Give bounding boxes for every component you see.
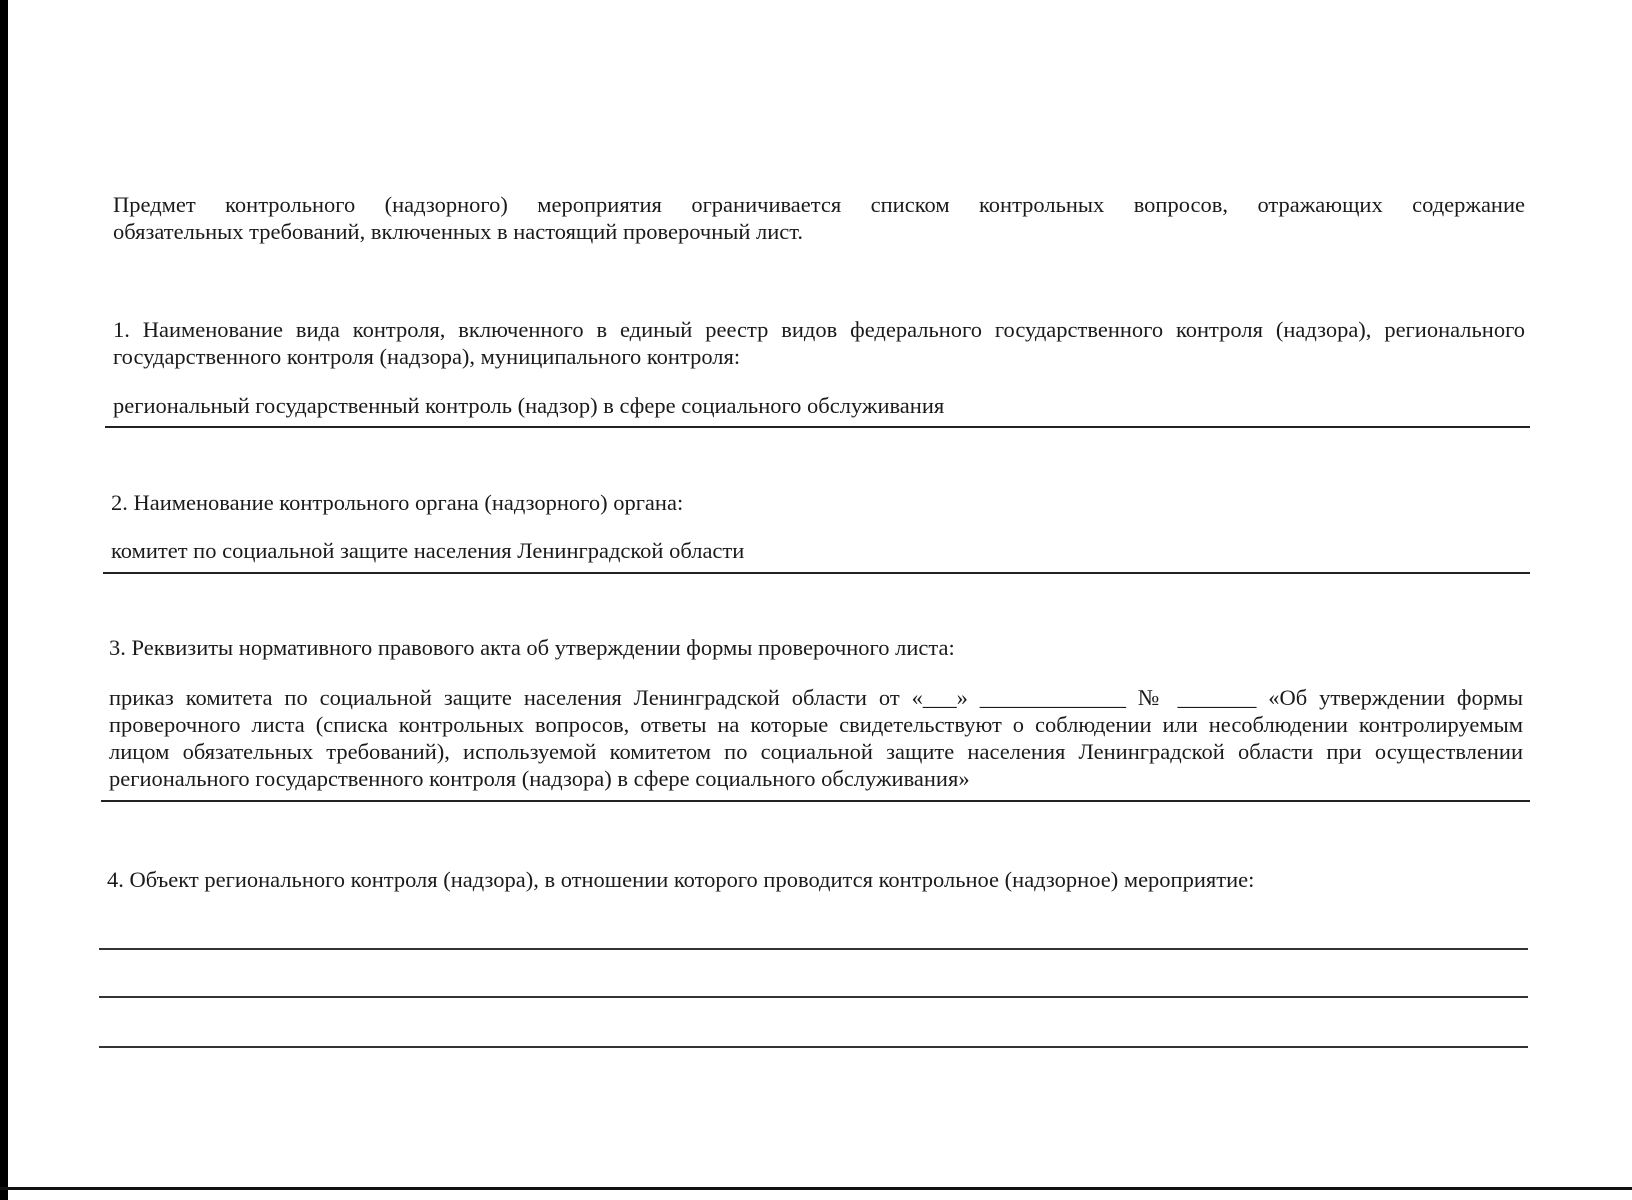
section3-underline [101,800,1530,802]
section3-label: 3. Реквизиты нормативного правового акта об утверждении формы проверочного листа: [109,635,955,660]
section1-underline [105,426,1530,428]
section2-underline [103,572,1530,574]
section4-blank-line-1 [99,948,1528,950]
scan-left-border [0,0,8,1200]
section2-label: 2. Наименование контрольного органа (надзорного) органа: [111,490,684,515]
intro-line-1: Предмет контрольного (надзорного) мероприятия ограничивается списком контрольных вопросов, отражающих содержание [113,192,1525,217]
section1-value: региональный государственный контроль (надзор) в сфере социального обслуживания [113,393,945,418]
intro-line-2: обязательных требований, включенных в настоящий проверочный лист. [113,219,804,244]
scan-bottom-border [0,1187,1632,1190]
section1-label-line-2: государственного контроля (надзора), муниципального контроля: [113,344,741,369]
section3-value-line-2: проверочного листа (списка контрольных вопросов, ответы на которые свидетельствуют о соблюдении или несоблюдении контролируемым [109,712,1523,737]
section3-value-line-4: регионального государственного контроля (надзора) в сфере социального обслуживания» [109,766,970,791]
section2-value: комитет по социальной защите населения Ленинградской области [111,538,745,563]
section3-value-line-1: приказ комитета по социальной защите населения Ленинградской области от «___» _____________ № _______ «Об утверждении формы [109,685,1523,710]
section4-label: 4. Объект регионального контроля (надзора), в отношении которого проводится контрольное (надзорное) мероприятие: [107,867,1255,892]
section1-label-line-1: 1. Наименование вида контроля, включенного в единый реестр видов федерального государственного контроля (надзора), регионального [113,317,1525,342]
section3-value-line-3: лицом обязательных требований), используемой комитетом по социальной защите населения Ленинградской области при осуществлении [109,739,1523,764]
section4-blank-line-3 [99,1046,1528,1048]
section4-blank-line-2 [99,996,1528,998]
